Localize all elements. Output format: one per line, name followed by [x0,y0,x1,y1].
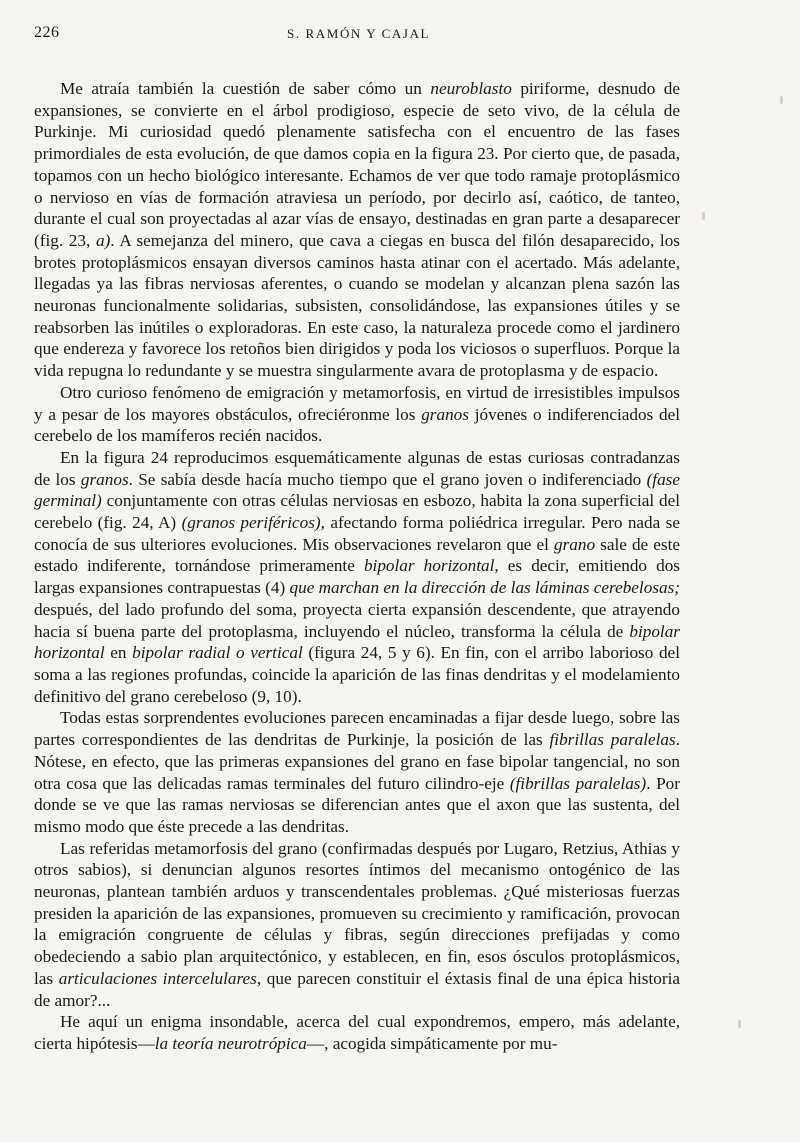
italic-term: neuroblasto [430,79,512,98]
running-head [34,18,680,48]
margin-mark [738,1020,741,1028]
page-number: 226 [34,24,60,41]
text-run: sale de este estado indiferente, tornándose primeramente [34,534,680,576]
paragraph [34,838,680,1012]
text-run: Todas estas sorprendentes evoluciones parecen encaminadas a fijar desde luego, sobre las partes correspondientes de las dendritas de Purkinje, la posición de las [34,708,680,750]
text-run: , es decir, emitiendo dos largas expansiones contrapuestas (4) [34,556,680,598]
italic-term: a) [95,230,111,250]
running-title: S. RAMÓN Y CAJAL [287,26,431,41]
text-run: Las referidas metamorfosis del grano (confirmadas después por Lugaro, Retzius, Athias y otros sabios), si denuncian algunos resortes íntimos del mecanismo ontogénico de las neuronas, plantean también arduos y transcendentales problemas. ¿Qué misteriosas fuerzas presiden la aparición de las expansiones, promueven su crecimiento y ramificación, provocan la emigración congruente de células y fibras, según direcciones prefijadas y como obedeciendo a sabio plan arquitectónico, y establecen, en fin, esos ósculos protoplásmicos, las [34,838,680,988]
text-run: . Nótese, en efecto, que las primeras expansiones del grano en fase bipolar tangencial, no son otra cosa que las delicadas ramas terminales del futuro cilindro-eje [34,730,681,793]
text-run: piriforme, desnudo de expansiones, se convierte en el árbol prodigioso, especie de seto vivo, de la célula de Purkinje. Mi curiosidad quedó plenamente satisfecha con el encuentro de las fases primordiales de esta evolución, de que damos copia en la figura 23. Por cierto que, de pasada, topamos con un hecho biológico interesante. Echamos de ver que todo ramaje protoplásmico o nervioso en vías de formación atraviesa un período, por decirlo así, caótico, de tanteo, durante el cual son proyectadas al azar vías de ensayo, destinadas en gran parte a desaparecer (fig. 23, [34,79,680,250]
body-text [34,78,680,1055]
text-run: . Se sabía desde hacía mucho tiempo que el grano joven o indiferenciado [128,469,647,489]
text-run: , que parecen constituir el éxtasis final de una épica historia de amor?... [34,968,680,1010]
text-run: conjuntamente con otras células nerviosas en esbozo, habita la zona superficial del cerebelo (fig. 24, A) [34,491,680,533]
italic-term: grano [554,534,596,554]
italic-term: la teoría neurotrópica [154,1033,307,1053]
text-run: Me atraía también la cuestión de saber cómo un [60,79,431,98]
italic-term: (fase germinal) [34,469,680,511]
text-run: , afectando forma poliédrica irregular. Pero nada se conocía de sus ulteriores evoluciones. Mis observaciones revelaron que el [34,513,680,554]
margin-mark [702,212,705,220]
text-run: Otro curioso fenómeno de emigración y metamorfosis, en virtud de irresistibles impulsos y a pesar de los mayores obstáculos, ofreciéronme los [34,382,680,424]
text-run: He aquí un enigma insondable, acerca del cual expondremos, empero, más adelante, cierta hipótesis— [34,1012,680,1053]
text-run: . Por donde se ve que las ramas nerviosas se diferencian antes que el axon que las sustenta, del mismo modo que éste precede a las dendritas. [34,773,680,836]
italic-term: bipolar radial o vertical [132,643,303,663]
text-run: . A semejanza del minero, que cava a ciegas en busca del filón desaparecido, los brotes protoplásmicos ensayan diversos caminos hasta atinar con el acertado. Más adelante, llegadas ya las fibras nerviosas aferentes, o cuando se modelan y alcanzan plena sazón las neuronas funcionalmente solidarias, subsisten, consolidándose, las expansiones útiles y se reabsorben las inútiles o exploradoras. En este caso, la naturaleza procede como el jardinero que endereza y favorece los retoños bien dirigidos y poda los viciosos o superfluos. Porque la vida repugna lo redundante y se muestra singularmente avara de protoplasma y de espacio. [34,230,680,381]
margin-mark [780,96,783,104]
italic-term: fibrillas paralelas [549,730,676,750]
italic-term: (granos periféricos) [181,513,321,533]
text-run: jóvenes o indiferenciados del cerebelo de los mamíferos recién nacidos. [34,404,680,446]
text-run: En la figura 24 reproducimos esquemáticamente algunas de estas curiosas contradanzas de los [34,447,680,489]
text-run: —, acogida simpáticamente por mu- [306,1033,558,1053]
italic-term: granos [421,404,469,424]
text-run: después, del lado profundo del soma, proyecta cierta expansión descendente, que atrayendo hacia sí buena parte del protoplasma, incluyendo el núcleo, transforma la célula de [34,599,680,641]
paragraph [34,447,680,707]
italic-term: bipolar horizontal [363,556,495,576]
italic-term: bipolar horizontal [34,621,680,663]
italic-term: granos [80,469,129,489]
italic-term: (fibrillas paralelas) [509,773,647,793]
paragraph [34,1011,680,1054]
text-run: en [104,643,133,663]
paragraph [34,78,680,382]
paragraph [34,382,680,447]
italic-term: articulaciones intercelulares [58,968,257,988]
text-run: (figura 24, 5 y 6). En fin, con el arribo laborioso del soma a las regiones profundas, coincide la aparición de las finas dendritas y el modelamiento definitivo del grano cerebeloso (9, 10). [34,643,680,706]
italic-term: que marchan en la dirección de las láminas cerebelosas; [289,578,680,598]
paragraph [34,707,680,837]
